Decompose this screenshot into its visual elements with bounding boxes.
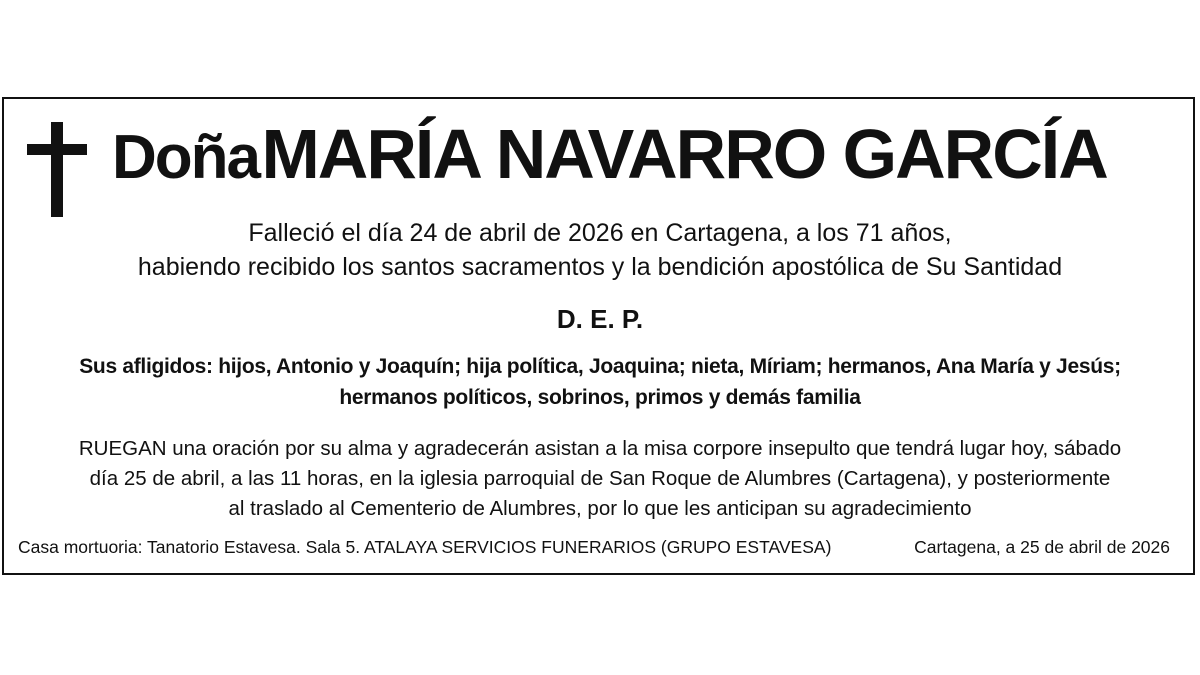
ruegan-line-3: al traslado al Cementerio de Alumbres, por lo que les anticipan su agradecimiento	[228, 497, 972, 520]
latin-cross-icon	[27, 122, 87, 217]
place-date: Cartagena, a 25 de abril de 2026	[914, 537, 1170, 557]
ruegan-line-2: día 25 de abril, a las 11 horas, en la iglesia parroquial de San Roque de Alumbres (Cartagena), y posteriormente	[89, 467, 1111, 490]
death-info-line-2: habiendo recibido los santos sacramentos y la bendición apostólica de Su Santidad	[137, 253, 1063, 281]
dep-label: D. E. P.	[556, 304, 644, 334]
family-line-2: hermanos políticos, sobrinos, primos y demás familia	[339, 386, 861, 409]
death-info-line-1: Falleció el día 24 de abril de 2026 en Cartagena, a los 71 años,	[248, 219, 952, 247]
honorific-title: Doña	[112, 123, 259, 192]
funeral-home-info: Casa mortuoria: Tanatorio Estavesa. Sala 5. ATALAYA SERVICIOS FUNERARIOS (GRUPO ESTAVESA)	[18, 537, 832, 557]
family-line-1: Sus afligidos: hijos, Antonio y Joaquín; hija política, Joaquina; nieta, Míriam; hermanos, Ana María y Jesús;	[79, 355, 1121, 378]
ruegan-line-1: RUEGAN una oración por su alma y agradecerán asistan a la misa corpore insepulto que tendrá lugar hoy, sábado	[78, 437, 1122, 460]
deceased-name: MARÍA NAVARRO GARCÍA	[261, 115, 1107, 193]
deceased-name-heading	[112, 112, 1172, 196]
